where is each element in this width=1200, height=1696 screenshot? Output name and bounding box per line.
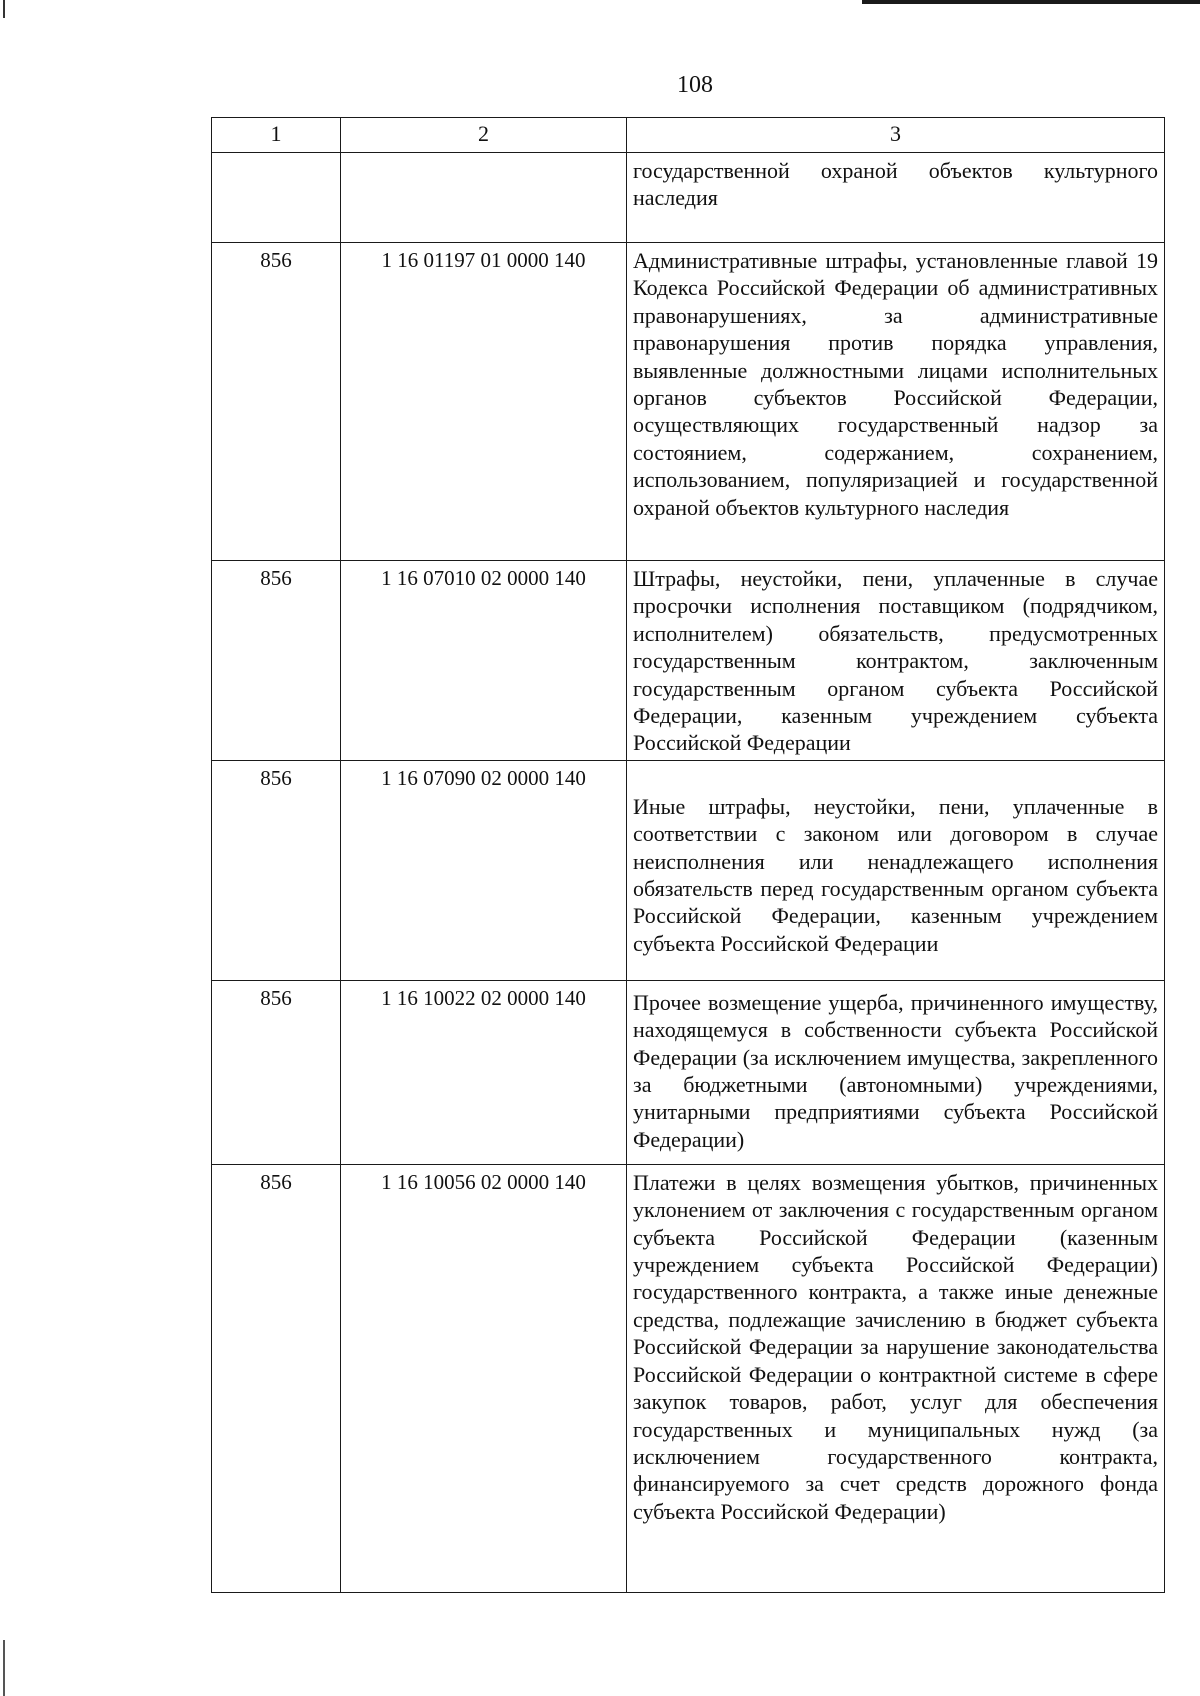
- page-number: 108: [677, 72, 713, 98]
- kbk-code-cell: 1 16 07090 02 0000 140: [341, 760, 627, 980]
- table-row: [212, 561, 1165, 761]
- kbk-code-cell: 1 16 10056 02 0000 140: [341, 1164, 627, 1592]
- description-cell: государственной охраной объектов культурного наследия: [627, 153, 1165, 243]
- admin-code-cell: 856: [212, 980, 341, 1164]
- description-cell: Иные штрафы, неустойки, пени, уплаченные в соответствии с законом или договором в случае неисполнения или ненадлежащего исполнения обязательств перед государственным органом субъекта Российской Федерации, казенным учреждением субъекта Российской Федерации: [627, 760, 1165, 980]
- table-row: [212, 980, 1165, 1164]
- table-row: [212, 1164, 1165, 1592]
- table-row: [212, 243, 1165, 561]
- admin-code-cell: 856: [212, 243, 341, 561]
- scan-edge-mark-left-bottom: [3, 1640, 5, 1696]
- scan-edge-mark: [862, 0, 1200, 4]
- admin-code-cell: 856: [212, 1164, 341, 1592]
- table-header-row: [212, 118, 1165, 153]
- scan-edge-mark-left: [3, 0, 5, 18]
- column-header-3: 3: [627, 118, 1165, 153]
- admin-code-cell: 856: [212, 760, 341, 980]
- description-cell: Штрафы, неустойки, пени, уплаченные в случае просрочки исполнения поставщиком (подрядчиком, исполнителем) обязательств, предусмотренных государственным контрактом, заключенным государственным органом субъекта Российской Федерации, казенным учреждением субъекта Российской Федерации: [627, 561, 1165, 761]
- kbk-code-cell: 1 16 07010 02 0000 140: [341, 561, 627, 761]
- admin-code-cell: 856: [212, 561, 341, 761]
- table-row: [212, 760, 1165, 980]
- description-cell: Административные штрафы, установленные главой 19 Кодекса Российской Федерации об административных правонарушениях, за административные правонарушения против порядка управления, выявленные должностными лицами исполнительных органов субъектов Российской Федерации, осуществляющих государственный надзор за состоянием, содержанием, сохранением, использованием, популяризацией и государственной охраной объектов культурного наследия: [627, 243, 1165, 561]
- column-header-2: 2: [341, 118, 627, 153]
- kbk-code-cell: 1 16 01197 01 0000 140: [341, 243, 627, 561]
- table-row: [212, 153, 1165, 243]
- description-cell: Прочее возмещение ущерба, причиненного имуществу, находящемуся в собственности субъекта Российской Федерации (за исключением имущества, закрепленного за бюджетными (автономными) учреждениями, унитарными предприятиями субъекта Российской Федерации): [627, 980, 1165, 1164]
- revenue-codes-table: [211, 117, 1165, 1593]
- kbk-code-cell: [341, 153, 627, 243]
- admin-code-cell: [212, 153, 341, 243]
- description-cell: Платежи в целях возмещения убытков, причиненных уклонением от заключения с государственным органом субъекта Российской Федерации (казенным учреждением субъекта Российской Федерации) государственного контракта, а также иные денежные средства, подлежащие зачислению в бюджет субъекта Российской Федерации за нарушение законодательства Российской Федерации о контрактной системе в сфере закупок товаров, работ, услуг для обеспечения государственных и муниципальных нужд (за исключением государственного контракта, финансируемого за счет средств дорожного фонда субъекта Российской Федерации): [627, 1164, 1165, 1592]
- kbk-code-cell: 1 16 10022 02 0000 140: [341, 980, 627, 1164]
- column-header-1: 1: [212, 118, 341, 153]
